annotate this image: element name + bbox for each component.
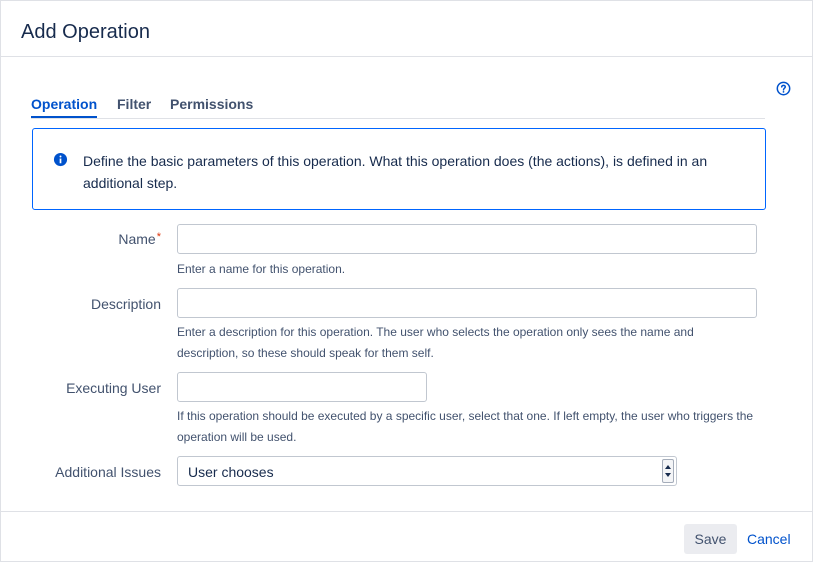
tab-permissions[interactable]: Permissions: [170, 96, 254, 112]
info-message: [32, 128, 766, 210]
executing-user-hint: If this operation should be executed by a specific user, select that one. If left empty, the user who triggers the operation will be used.: [177, 409, 754, 444]
select-arrows-icon[interactable]: [662, 459, 674, 483]
name-hint: Enter a name for this operation.: [177, 262, 346, 276]
info-text: Define the basic parameters of this operation. What this operation does (the actions), is defined in an additional step.: [83, 153, 708, 191]
executing-user-input[interactable]: [177, 372, 427, 402]
additional-issues-selected: User chooses: [188, 464, 274, 480]
required-marker: *: [156, 231, 161, 243]
save-button[interactable]: Save: [684, 524, 737, 554]
cancel-link[interactable]: Cancel: [747, 531, 791, 547]
dialog-footer: [1, 511, 812, 562]
executing-user-label: Executing User: [66, 380, 161, 396]
info-icon: [53, 152, 68, 167]
name-label: [1, 231, 161, 247]
help-icon[interactable]: [776, 81, 791, 96]
additional-issues-label: Additional Issues: [55, 464, 161, 480]
description-label: Description: [90, 296, 161, 312]
dialog-header: [1, 1, 812, 57]
name-input[interactable]: [177, 224, 757, 254]
description-hint: Enter a description for this operation. The user who selects the operation only sees the name and description, so these should speak for them self.: [177, 325, 694, 360]
tab-operation[interactable]: Operation: [31, 96, 97, 118]
additional-issues-select[interactable]: [177, 456, 677, 486]
tab-filter[interactable]: Filter: [117, 96, 152, 112]
name-label-text: Name: [118, 231, 156, 247]
dialog-title: Add Operation: [21, 21, 150, 43]
description-input[interactable]: [177, 288, 757, 318]
tab-bar: [31, 95, 765, 119]
